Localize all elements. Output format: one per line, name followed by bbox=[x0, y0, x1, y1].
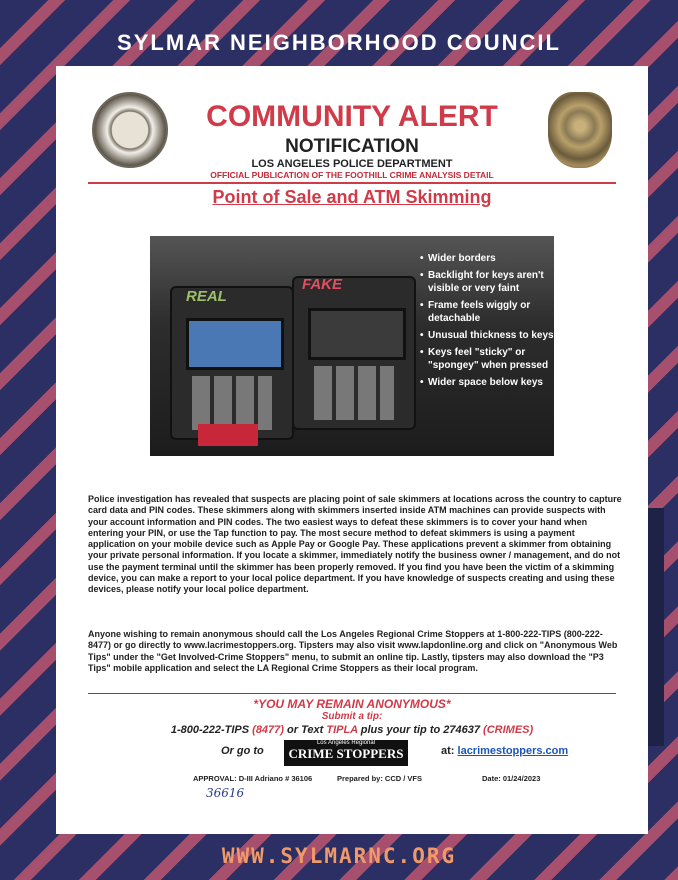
list-item: • Wider borders bbox=[420, 252, 554, 265]
crime-stoppers-logo: Los Angeles Regional CRIME STOPPERS bbox=[284, 740, 408, 766]
approval-text: APPROVAL: D-III Adriano # 36106 bbox=[193, 774, 313, 783]
notification-heading: NOTIFICATION bbox=[285, 136, 419, 157]
alert-flyer bbox=[56, 66, 648, 834]
list-item: • Keys feel "sticky" or "spongey" when pressed bbox=[420, 346, 554, 372]
date-text: Date: 01/24/2023 bbox=[482, 774, 541, 783]
department-name: LOS ANGELES POLICE DEPARTMENT bbox=[251, 158, 453, 170]
list-item: • Backlight for keys aren't visible or very faint bbox=[420, 269, 554, 295]
alert-subject: Point of Sale and ATM Skimming bbox=[212, 187, 492, 207]
real-terminal bbox=[170, 286, 294, 440]
investigation-paragraph: Police investigation has revealed that suspects are placing point of sale skimmers at locations across the country to capture card data and PIN codes. These skimmers along with skimmers inserted inside ATM machines can provide suspects with your account information and PIN codes. The two easiest ways to defeat these skimmers is to cover your hand when entering your PIN, or use the Tap function to pay. The most secure method to defeat skimmers is using a payment application on your mobile device such as Apple Pay or Google Pay. These applications prevent a skimmer from obtaining your private personal information. If you locate a skimmer, immediately notify the business owner / management, and do not use the payment terminal until the skimmer has been properly removed. If you find you have been the victim of a skimming device, you can make a report to your local police department. If you have knowledge of suspects creating and using these devices, please notify your local police department. bbox=[88, 494, 622, 595]
submit-tip-label: Submit a tip: bbox=[321, 711, 383, 722]
anonymous-heading: *YOU MAY REMAIN ANONYMOUS* bbox=[253, 697, 451, 711]
council-title: SYLMAR NEIGHBORHOOD COUNCIL bbox=[117, 30, 561, 55]
tip-phone-line: 1-800-222-TIPS (8477) or Text TIPLA plus your tip to 274637 (CRIMES) bbox=[170, 724, 534, 736]
skimmer-signs-list bbox=[420, 252, 554, 393]
publication-line: OFFICIAL PUBLICATION OF THE FOOTHILL CRIME ANALYSIS DETAIL bbox=[210, 170, 494, 180]
signature: 36616 bbox=[206, 786, 245, 800]
go-to-label: Or go to bbox=[221, 745, 264, 757]
decorative-bar bbox=[648, 508, 664, 746]
website-url[interactable]: WWW.SYLMARNC.ORG bbox=[221, 844, 457, 868]
divider bbox=[88, 182, 616, 184]
real-label: REAL bbox=[186, 288, 227, 305]
list-item: • Unusual thickness to keys bbox=[420, 329, 554, 342]
prepared-by-text: Prepared by: CCD / VFS bbox=[337, 774, 423, 783]
skimmer-photo bbox=[150, 236, 554, 456]
fake-label: FAKE bbox=[302, 276, 343, 293]
divider bbox=[88, 693, 616, 694]
alert-title: COMMUNITY ALERT bbox=[206, 100, 498, 133]
website-line: at: lacrimestoppers.com bbox=[441, 745, 569, 757]
list-item: • Frame feels wiggly or detachable bbox=[420, 299, 554, 325]
list-item: • Wider space below keys bbox=[420, 376, 554, 389]
sticker bbox=[198, 424, 258, 446]
fake-terminal bbox=[292, 276, 416, 430]
crime-stoppers-link[interactable]: lacrimestoppers.com bbox=[457, 745, 569, 757]
anonymous-tip-paragraph: Anyone wishing to remain anonymous should call the Los Angeles Regional Crime Stoppers at 1-800-222-TIPS (800-222-8477) or go directly to www.lacrimestoppers.org. Tipsters may also visit www.lapdonline.org and click on "Anonymous Web Tips" under the "Get Involved-Crime Stoppers" menu, to submit an online tip. Lastly, tipsters may also download the "P3 Tips" mobile application and select the LA Regional Crime Stoppers as their local program. bbox=[88, 629, 618, 673]
